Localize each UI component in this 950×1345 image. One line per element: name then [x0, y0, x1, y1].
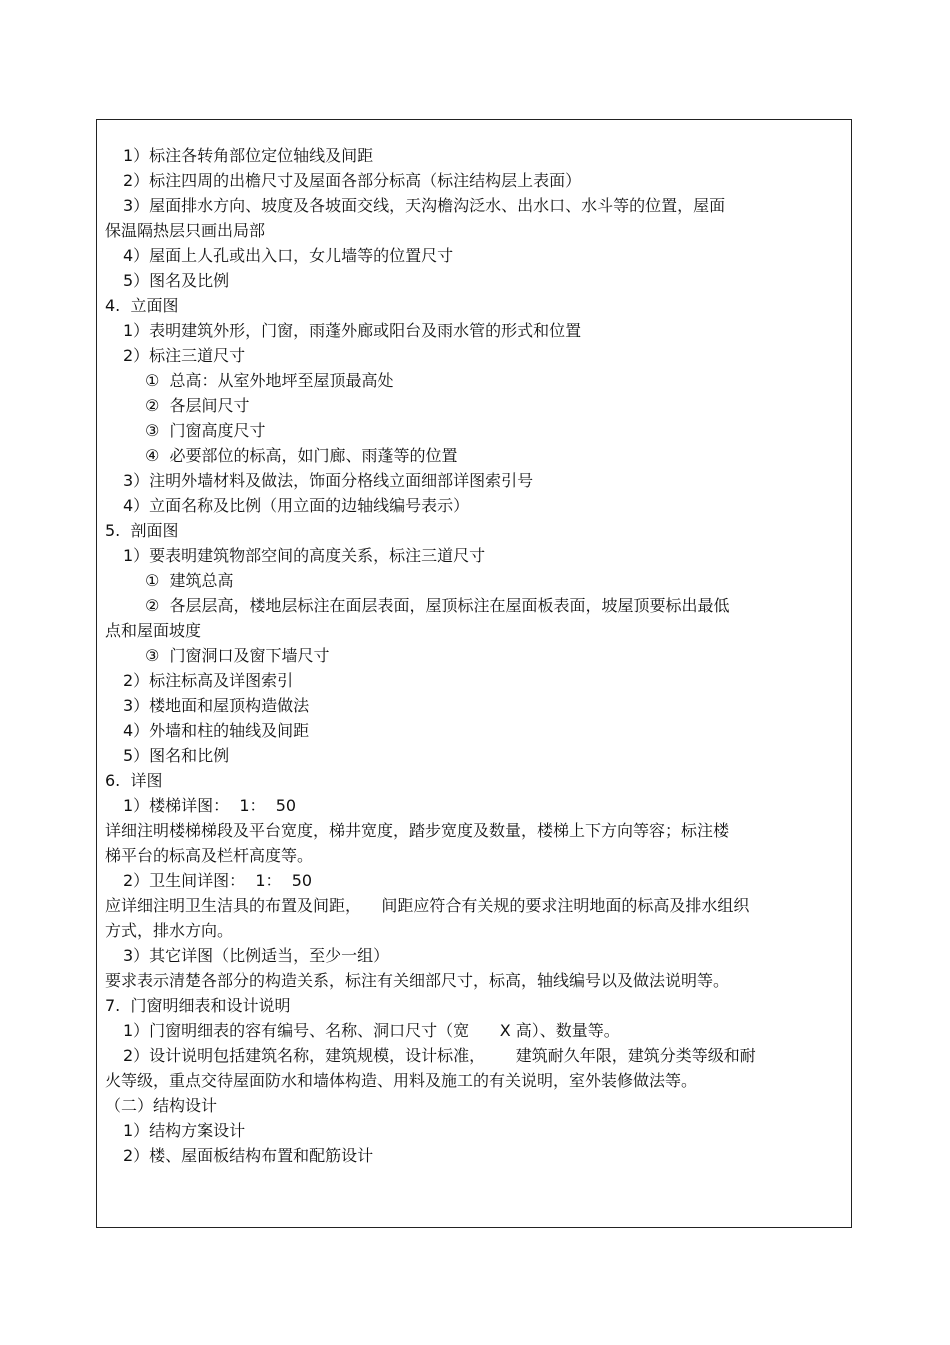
text-line: 3）其它详图（比例适当，至少一组）	[123, 946, 390, 965]
text-line: 5）图名及比例	[123, 271, 230, 290]
text-line: 火等级，重点交待屋面防水和墙体构造、用料及施工的有关说明，室外装修做法等。	[105, 1071, 698, 1090]
text-line: 4）屋面上人孔或出入口，女儿墙等的位置尺寸	[123, 246, 454, 265]
text-line: 1）标注各转角部位定位轴线及间距	[123, 146, 374, 165]
text-line: （二）结构设计	[105, 1096, 218, 1115]
text-line: ③ 门窗高度尺寸	[145, 421, 266, 440]
text-line: 1）门窗明细表的容有编号、名称、洞口尺寸（宽 X 高）、数量等。	[123, 1021, 620, 1040]
text-line: 1）结构方案设计	[123, 1121, 246, 1140]
text-line: 3）楼地面和屋顶构造做法	[123, 696, 310, 715]
text-line: 4）立面名称及比例（用立面的边轴线编号表示）	[123, 496, 470, 515]
text-line: 3）注明外墙材料及做法，饰面分格线立面细部详图索引号	[123, 471, 534, 490]
text-line: 4）外墙和柱的轴线及间距	[123, 721, 310, 740]
text-line: 梯平台的标高及栏杆高度等。	[105, 846, 314, 865]
text-line: 保温隔热层只画出局部	[105, 221, 266, 240]
text-line: 6. 详图	[105, 771, 163, 790]
text-line: 2）设计说明包括建筑名称，建筑规模，设计标准， 建筑耐久年限，建筑分类等级和耐	[123, 1046, 756, 1065]
text-line: ① 总高：从室外地坪至屋顶最高处	[145, 371, 394, 390]
text-line: 应详细注明卫生洁具的布置及间距， 间距应符合有关规的要求注明地面的标高及排水组织	[105, 896, 750, 915]
text-line: 1）楼梯详图： 1： 50	[123, 796, 297, 815]
text-line: 1）要表明建筑物部空间的高度关系，标注三道尺寸	[123, 546, 486, 565]
text-line: 详细注明楼梯梯段及平台宽度，梯井宽度，踏步宽度及数量，楼梯上下方向等容；标注楼	[105, 821, 730, 840]
text-line: 1）表明建筑外形，门窗，雨蓬外廊或阳台及雨水管的形式和位置	[123, 321, 582, 340]
text-line: ② 各层间尺寸	[145, 396, 250, 415]
text-line: 4. 立面图	[105, 296, 179, 315]
document-body	[105, 143, 843, 1168]
text-line: 2）标注三道尺寸	[123, 346, 246, 365]
text-line: 2）卫生间详图： 1： 50	[123, 871, 313, 890]
text-line: 5. 剖面图	[105, 521, 179, 540]
text-line: 方式，排水方向。	[105, 921, 234, 940]
text-line: 要求表示清楚各部分的构造关系，标注有关细部尺寸，标高，轴线编号以及做法说明等。	[105, 971, 730, 990]
text-line: ① 建筑总高	[145, 571, 234, 590]
text-line: ④ 必要部位的标高，如门廊、雨蓬等的位置	[145, 446, 458, 465]
text-line: 2）标注四周的出檐尺寸及屋面各部分标高（标注结构层上表面）	[123, 171, 582, 190]
document-frame	[96, 119, 852, 1228]
text-line: ③ 门窗洞口及窗下墙尺寸	[145, 646, 330, 665]
text-line: 3）屋面排水方向、坡度及各坡面交线，天沟檐沟泛水、出水口、水斗等的位置，屋面	[123, 196, 726, 215]
text-line: ② 各层层高，楼地层标注在面层表面，屋顶标注在屋面板表面，坡屋顶要标出最低	[145, 596, 730, 615]
text-line: 2）楼、屋面板结构布置和配筋设计	[123, 1146, 374, 1165]
text-line: 点和屋面坡度	[105, 621, 202, 640]
text-line: 7. 门窗明细表和设计说明	[105, 996, 291, 1015]
text-line: 2）标注标高及详图索引	[123, 671, 294, 690]
text-line: 5）图名和比例	[123, 746, 230, 765]
